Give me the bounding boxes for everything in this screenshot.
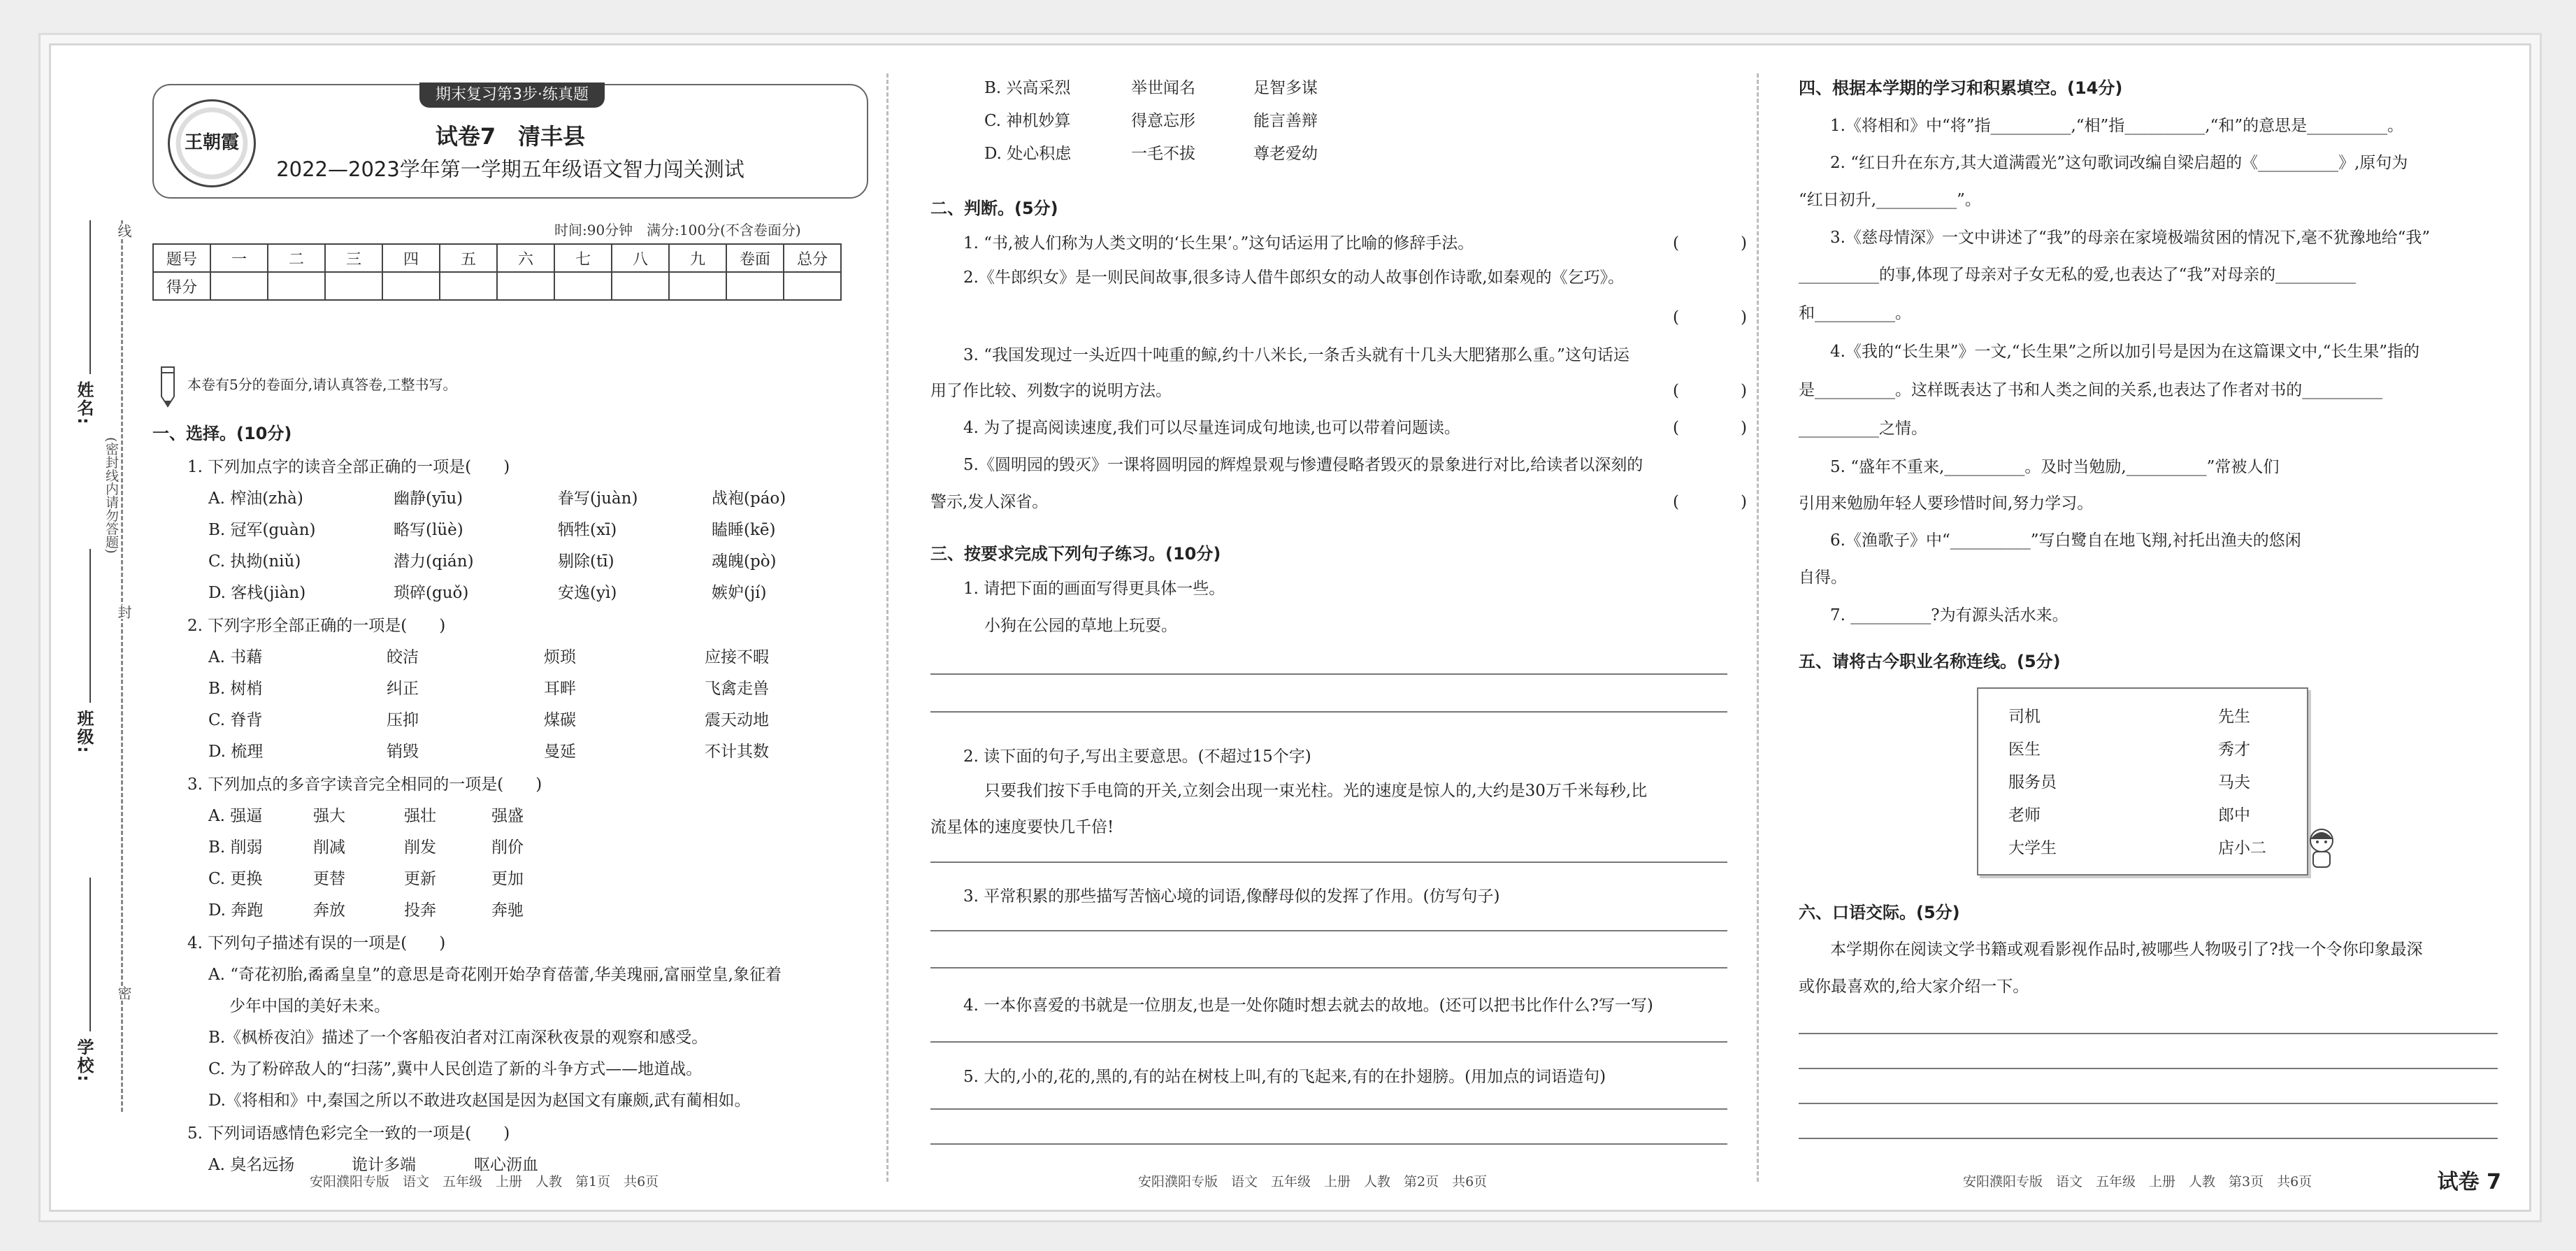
answer-line[interactable] [930, 711, 1727, 713]
option: 投奔 [404, 901, 436, 920]
score-input[interactable] [612, 272, 669, 300]
option: 瞌睡(kē) [712, 521, 776, 539]
match-left-item[interactable]: 大学生 [2008, 839, 2057, 857]
judge-line: 警示,发人深省。 [930, 493, 1049, 511]
time-info: 时间:90分钟 满分:100分(不含卷面分) [554, 222, 801, 238]
s6-text: 或你最喜欢的,给大家介绍一下。 [1799, 978, 2029, 996]
score-cell: 题号 [153, 244, 210, 272]
class-label: 班级: [74, 710, 94, 755]
score-cell: 总分 [784, 244, 841, 272]
cut-mark: 线 [114, 224, 134, 238]
option: D. 客栈(jiàn) [208, 584, 306, 602]
fill-line[interactable]: __________的事,体现了母亲对子女无私的爱,也表达了“我”对母亲的__________ [1799, 266, 2356, 284]
q2-stem: 2. 下列字形全部正确的一项是( ) [187, 617, 446, 635]
option: 奔放 [313, 901, 345, 920]
option: 安逸(yì) [558, 584, 617, 602]
option: 煤碳 [544, 711, 576, 729]
option: 飞禽走兽 [705, 680, 769, 698]
score-input[interactable] [669, 272, 726, 300]
exam-title: 试卷7 清丰县 [435, 123, 586, 150]
answer-line[interactable] [930, 930, 1727, 931]
answer-line[interactable] [930, 673, 1727, 675]
option: C. 更换 [208, 870, 263, 888]
score-input[interactable] [497, 272, 554, 300]
answer-line[interactable] [930, 1108, 1727, 1110]
fill-line[interactable]: 2. “红日升在东方,其大道满霞光”这句歌词改编自梁启超的《__________》,原句为 [1830, 154, 2408, 172]
option: D. 梳理 [208, 743, 264, 761]
page-footer: 安阳濮阳专版 语文 五年级 上册 人教 第3页 共6页 [1963, 1174, 2312, 1189]
option: 更新 [404, 870, 436, 888]
option: 皎洁 [387, 648, 419, 666]
test-number: 试卷 7 [2437, 1170, 2501, 1194]
judge-answer[interactable]: ( ) [1673, 234, 1757, 252]
judge-line: 5.《圆明园的毁灭》一课将圆明园的辉煌景观与惨遭侵略者毁灭的景象进行对比,给读者以深刻的 [963, 456, 1643, 474]
option: 削减 [313, 838, 345, 857]
answer-line[interactable] [1799, 1068, 2498, 1069]
score-table-header-row [153, 244, 841, 272]
answer-line[interactable] [1799, 1033, 2498, 1034]
judge-line: 4. 为了提高阅读速度,我们可以尽量连词成句地读,也可以带着问题读。 [963, 419, 1460, 437]
option: 诡计多端 [352, 1156, 416, 1174]
option: 奔驰 [491, 901, 524, 920]
option: 削价 [491, 838, 524, 857]
score-input[interactable] [726, 272, 784, 300]
option: 不计其数 [705, 743, 769, 761]
fill-line[interactable]: 5. “盛年不重来,__________。及时当勉励,__________”常被人们 [1830, 458, 2280, 476]
option: 尊老爱幼 [1253, 145, 1318, 163]
option: A. 榨油(zhà) [208, 489, 303, 508]
exam-header [152, 84, 868, 199]
pencil-icon [154, 366, 181, 408]
q1-stem: 1. 下列加点字的读音全部正确的一项是( ) [187, 458, 510, 476]
s3-q5: 5. 大的,小的,花的,黑的,有的站在树枝上叫,有的飞起来,有的在扑翅膀。(用加点的词语造句) [963, 1068, 1606, 1086]
s3-q2: 2. 读下面的句子,写出主要意思。(不超过15个字) [963, 748, 1311, 766]
option: 削发 [404, 838, 436, 857]
option: 魂魄(pò) [712, 552, 777, 571]
school-field[interactable] [89, 878, 91, 1031]
answer-line[interactable] [1799, 1138, 2498, 1139]
s3-q1-text: 小狗在公园的草地上玩耍。 [984, 617, 1177, 635]
seal-line [121, 220, 123, 1112]
match-right-item[interactable]: 店小二 [2218, 839, 2266, 857]
cartoon-kid-icon [2301, 825, 2343, 874]
option: A. 臭名远扬 [208, 1156, 295, 1174]
match-left-item[interactable]: 司机 [2008, 708, 2041, 726]
name-label: 姓名: [74, 381, 94, 426]
option: 嫉妒(jí) [712, 584, 767, 602]
s3-q3: 3. 平常积累的那些描写苦恼心境的词语,像酵母似的发挥了作用。(仿写句子) [963, 887, 1500, 906]
match-left-item[interactable]: 医生 [2008, 741, 2041, 759]
score-cell: 五 [440, 244, 497, 272]
fill-line: 3.《慈母情深》一文中讲述了“我”的母亲在家境极端贫困的情况下,毫不犹豫地给“我” [1830, 229, 2431, 247]
match-right-item[interactable]: 郎中 [2218, 806, 2250, 824]
answer-line[interactable] [930, 967, 1727, 968]
page-footer: 安阳濮阳专版 语文 五年级 上册 人教 第2页 共6页 [1138, 1174, 1488, 1189]
match-right-item[interactable]: 先生 [2218, 708, 2250, 726]
option: A. 书藉 [208, 648, 263, 666]
name-field[interactable] [89, 220, 91, 374]
section-4-title: 四、根据本学期的学习和积累填空。(14分) [1799, 78, 2123, 98]
option: 潜力(qián) [394, 552, 474, 571]
fill-line[interactable]: 7. __________?为有源头活水来。 [1830, 606, 2068, 624]
option: 牺牲(xī) [558, 521, 617, 539]
s3-q4: 4. 一本你喜爱的书就是一位朋友,也是一处你随时想去就去的故地。(还可以把书比作什么?写一写) [963, 996, 1653, 1015]
s3-q2-text: 流星体的速度要快几千倍! [930, 818, 1114, 836]
score-input[interactable] [382, 272, 440, 300]
exam-subtitle: 2022—2023学年第一学期五年级语文智力闯关测试 [276, 157, 744, 181]
score-cell: 一 [210, 244, 268, 272]
option: C. 神机妙算 [984, 112, 1071, 130]
fill-line[interactable]: 6.《渔歌子》中“__________”写白鹭自在地飞翔,衬托出渔夫的悠闲 [1830, 531, 2301, 550]
score-cell: 九 [669, 244, 726, 272]
judge-answer[interactable]: ( ) [1673, 308, 1757, 327]
s3-q1: 1. 请把下面的画面写得更具体一些。 [963, 580, 1225, 598]
q4-stem: 4. 下列句子描述有误的一项是( ) [187, 934, 446, 952]
q4-line: 少年中国的美好未来。 [229, 997, 390, 1015]
judge-answer[interactable]: ( ) [1673, 493, 1757, 511]
option: 能言善辩 [1253, 112, 1318, 130]
option: B. 削弱 [208, 838, 263, 857]
score-input[interactable] [440, 272, 497, 300]
section-1-title: 一、选择。(10分) [152, 424, 292, 443]
seal-notice: (密封线内请勿答题) [102, 437, 121, 554]
exam-note: 本卷有5分的卷面分,请认真答卷,工整书写。 [187, 376, 457, 393]
option: 琐碎(guǒ) [394, 584, 469, 602]
judge-line: 3. “我国发现过一头近四十吨重的鲸,约十八米长,一条舌头就有十几头大肥猪那么重。”这句话运 [963, 346, 1629, 364]
answer-line[interactable] [930, 862, 1727, 863]
option: 举世闻名 [1131, 79, 1195, 97]
q4-line: B.《枫桥夜泊》描述了一个客船夜泊者对江南深秋夜景的观察和感受。 [208, 1029, 708, 1047]
option: 纠正 [387, 680, 419, 698]
score-cell: 三 [325, 244, 382, 272]
class-field[interactable] [89, 549, 91, 703]
option: A. 强逼 [208, 807, 263, 825]
score-cell: 八 [612, 244, 669, 272]
answer-line[interactable] [930, 1041, 1727, 1043]
fill-line[interactable]: __________之情。 [1799, 420, 1927, 438]
match-left-item[interactable]: 服务员 [2008, 773, 2057, 792]
q5-stem: 5. 下列词语感情色彩完全一致的一项是( ) [187, 1124, 510, 1143]
column-divider [1757, 73, 1759, 1182]
option: B. 树梢 [208, 680, 263, 698]
fill-line: 自得。 [1799, 569, 1847, 587]
binding-margin [51, 45, 156, 1210]
q4-line: C. 为了粉碎敌人的“扫荡”,冀中人民创造了新的斗争方式——地道战。 [208, 1060, 703, 1078]
section-3-title: 三、按要求完成下列句子练习。(10分) [930, 544, 1221, 564]
option: 强壮 [404, 807, 436, 825]
q4-line: A. “奇花初胎,矞矞皇皇”的意思是奇花刚开始孕育蓓蕾,华美瑰丽,富丽堂皇,象征着 [208, 966, 782, 984]
option: 销毁 [387, 743, 419, 761]
option: 幽静(yīu) [394, 489, 463, 508]
section-2-title: 二、判断。(5分) [930, 199, 1058, 218]
option: D. 奔跑 [208, 901, 264, 920]
score-row-label: 得分 [153, 272, 210, 300]
score-cell: 卷面 [726, 244, 784, 272]
option: 烦琐 [544, 648, 576, 666]
fill-line[interactable]: 和__________。 [1799, 304, 1911, 322]
option: 足智多谋 [1253, 79, 1318, 97]
match-right-item[interactable]: 秀才 [2218, 741, 2250, 759]
fill-line: 引用来勉励年轻人要珍惜时间,努力学习。 [1799, 494, 2094, 513]
section-5-title: 五、请将古今职业名称连线。(5分) [1799, 652, 2061, 671]
option: B. 兴高采烈 [984, 79, 1071, 97]
option: 压抑 [387, 711, 419, 729]
option: D. 处心积虑 [984, 145, 1072, 163]
option: 强盛 [491, 807, 524, 825]
match-right-item[interactable]: 马夫 [2218, 773, 2250, 792]
option: 眷写(juàn) [558, 489, 638, 508]
option: 更加 [491, 870, 524, 888]
review-badge: 期末复习第3步·练真题 [419, 83, 605, 108]
option: 得意忘形 [1131, 112, 1195, 130]
score-cell: 四 [382, 244, 440, 272]
score-input[interactable] [210, 272, 268, 300]
section-6-title: 六、口语交际。(5分) [1799, 903, 1960, 922]
score-table-score-row [153, 272, 841, 300]
exam-sheet [49, 43, 2531, 1212]
option: 略写(lüè) [394, 521, 463, 539]
judge-line: 1. “书,被人们称为人类文明的‘长生果’。”这句话运用了比喻的修辞手法。 [963, 234, 1474, 252]
judge-line: 2.《牛郎织女》是一则民间故事,很多诗人借牛郎织女的动人故事创作诗歌,如秦观的《乞巧》。 [963, 269, 1625, 287]
cut-mark: 密 [114, 986, 134, 1000]
score-cell: 六 [497, 244, 554, 272]
judge-answer[interactable]: ( ) [1673, 382, 1757, 400]
s3-q2-text: 只要我们按下手电筒的开关,立刻会出现一束光柱。光的速度是惊人的,大约是30万千米每秒,比 [984, 782, 1648, 800]
option: 更替 [313, 870, 345, 888]
option: 震天动地 [705, 711, 769, 729]
fill-line[interactable]: “红日初升,__________”。 [1799, 191, 1981, 209]
answer-line[interactable] [1799, 1103, 2498, 1104]
option: 耳畔 [544, 680, 576, 698]
option: 呕心沥血 [474, 1156, 538, 1174]
fill-line[interactable]: 是__________。这样既表达了书和人类之间的关系,也表达了作者对书的__________ [1799, 381, 2383, 399]
cut-mark: 封 [114, 605, 134, 619]
option: 曼延 [544, 743, 576, 761]
score-table [152, 243, 842, 301]
answer-line[interactable] [930, 1143, 1727, 1145]
fill-line[interactable]: 1.《将相和》中“将”指__________,“相”指__________,“和”的意思是__________。 [1830, 117, 2404, 135]
s6-text: 本学期你在阅读文学书籍或观看影视作品时,被哪些人物吸引了?找一个令你印象最深 [1830, 941, 2423, 959]
option: 剔除(tī) [558, 552, 614, 571]
match-left-item[interactable]: 老师 [2008, 806, 2041, 824]
score-input[interactable] [784, 272, 841, 300]
option: C. 执拗(niǔ) [208, 552, 301, 571]
option: 战袍(páo) [712, 489, 786, 508]
option: C. 脊背 [208, 711, 263, 729]
option: 强大 [313, 807, 345, 825]
fill-line: 4.《我的“长生果”》一文,“长生果”之所以加引号是因为在这篇课文中,“长生果”指的 [1830, 343, 2420, 361]
score-input[interactable] [268, 272, 325, 300]
school-label: 学校: [74, 1038, 94, 1083]
column-divider [886, 73, 888, 1182]
option: B. 冠军(guàn) [208, 521, 316, 539]
score-input[interactable] [325, 272, 382, 300]
q4-line: D.《将相和》中,秦国之所以不敢进攻赵国是因为赵国文有廉颇,武有蔺相如。 [208, 1092, 751, 1110]
page-footer: 安阳濮阳专版 语文 五年级 上册 人教 第1页 共6页 [310, 1174, 659, 1189]
score-cell: 七 [554, 244, 612, 272]
option: 一毛不拔 [1131, 145, 1195, 163]
score-input[interactable] [554, 272, 612, 300]
judge-line: 用了作比较、列数字的说明方法。 [930, 382, 1172, 400]
judge-answer[interactable]: ( ) [1673, 419, 1757, 437]
logo-text: 王朝霞 [184, 132, 239, 153]
q3-stem: 3. 下列加点的多音字读音完全相同的一项是( ) [187, 775, 542, 794]
option: 应接不暇 [705, 648, 769, 666]
score-cell: 二 [268, 244, 325, 272]
